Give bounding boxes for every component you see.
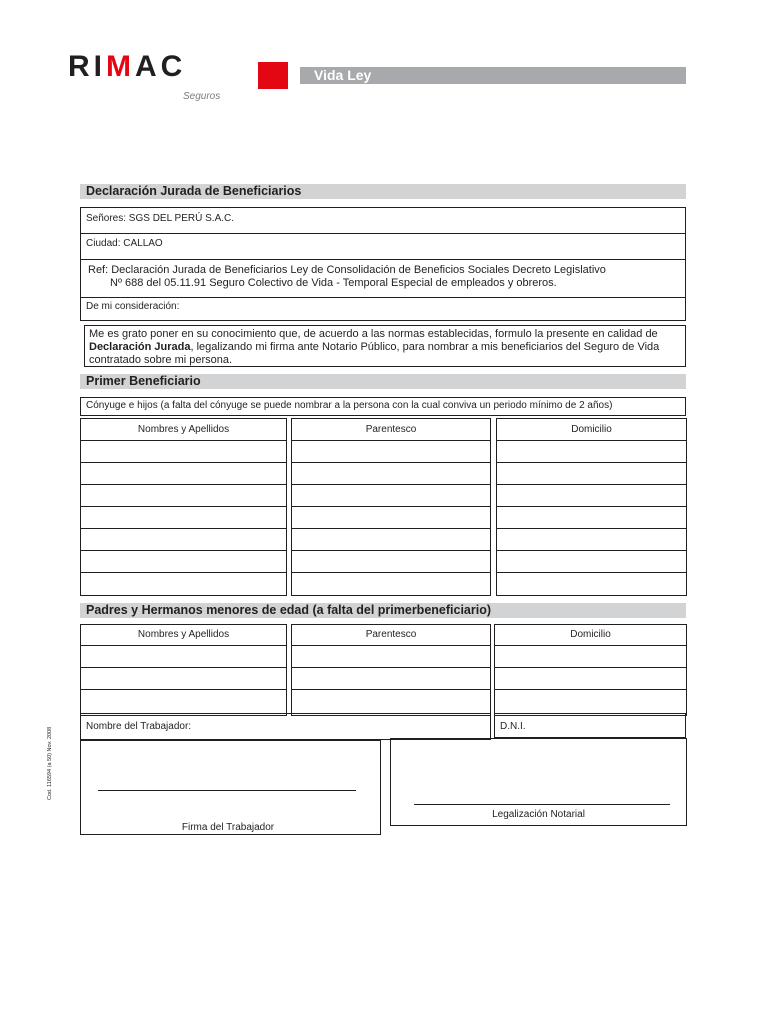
padres-heading: Padres y Hermanos menores de edad (a falta del primerbeneficiario) <box>80 603 686 618</box>
body-text-bold: Declaración Jurada <box>89 341 191 353</box>
firma-line <box>98 790 356 791</box>
form-code: Cod. 116594 (a 50) Nov. 2008 <box>47 726 53 800</box>
firma-box[interactable] <box>80 740 381 835</box>
padres-col-parentesco: Parentesco <box>365 629 417 640</box>
padres-col-domicilio: Domicilio <box>570 629 611 640</box>
body-text-2: , legalizando mi firma ante Notario Público, para nombrar a mis beneficiarios del Seguro de Vida contratado sobre mi persona. <box>89 341 660 366</box>
logo-prefix: RI <box>68 50 106 83</box>
senores-field[interactable]: Señores: SGS DEL PERÚ S.A.C. <box>86 213 235 224</box>
dni-label: D.N.I. <box>500 721 526 732</box>
legalizacion-label: Legalización Notarial <box>492 809 585 820</box>
legalizacion-line <box>414 804 670 805</box>
ciudad-field[interactable]: Ciudad: CALLAO <box>86 238 163 249</box>
padres-col-nombres: Nombres y Apellidos <box>137 629 230 640</box>
primer-note: Cónyuge e hijos (a falta del cónyuge se puede nombrar a la persona con la cual conviva un periodo mínimo de 2 años) <box>86 400 613 411</box>
declaracion-heading: Declaración Jurada de Beneficiarios <box>80 184 686 199</box>
firma-label: Firma del Trabajador <box>181 822 275 833</box>
logo-accent: M <box>106 50 135 83</box>
primer-col-parentesco: Parentesco <box>365 424 417 435</box>
form-title: Vida Ley <box>300 67 686 84</box>
ref-line-2: Nº 688 del 05.11.91 Seguro Colectivo de Vida - Temporal Especial de empleados y obreros. <box>110 277 557 289</box>
ref-line-1: Ref: Declaración Jurada de Beneficiarios Ley de Consolidación de Beneficios Sociales Decreto Legislativo <box>88 264 606 276</box>
logo-suffix: AC <box>135 50 187 83</box>
nombre-trabajador-label: Nombre del Trabajador: <box>86 721 192 732</box>
primer-col-nombres: Nombres y Apellidos <box>137 424 230 435</box>
primer-col-domicilio: Domicilio <box>571 424 612 435</box>
body-text-1: Me es grato poner en su conocimiento que, de acuerdo a las normas establecidas, formulo la presente en calidad de <box>89 328 658 340</box>
logo-subtitle: Seguros <box>183 91 221 102</box>
consideracion-label: De mi consideración: <box>86 301 180 312</box>
primer-heading: Primer Beneficiario <box>80 374 686 389</box>
